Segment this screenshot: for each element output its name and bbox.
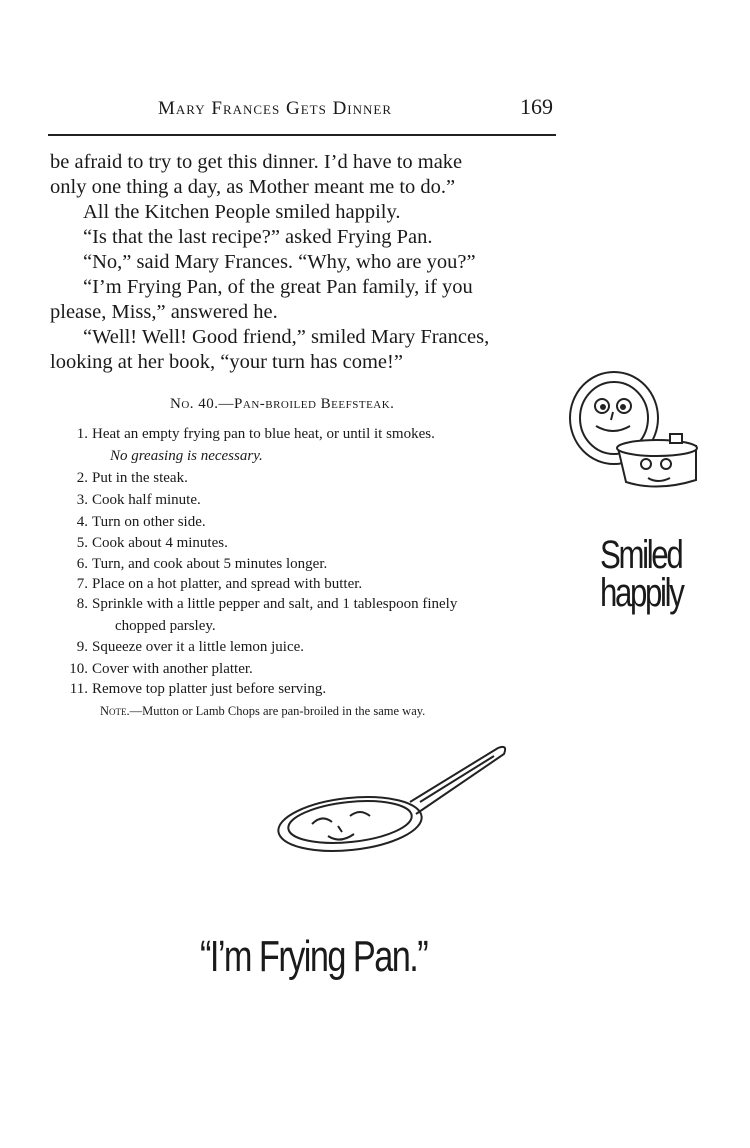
note-text: —Mutton or Lamb Chops are pan-broiled in the same way. — [129, 704, 426, 718]
step-number: 4. — [76, 514, 88, 530]
text-line: “No,” said Mary Frances. “Why, who are you?” — [83, 251, 476, 273]
caption-line: Smiled — [600, 533, 682, 577]
recipe-step — [60, 514, 206, 531]
text-line: please, Miss,” answered he. — [50, 301, 278, 323]
recipe-step — [60, 576, 362, 593]
recipe-step — [60, 492, 201, 509]
step-text: Heat an empty frying pan to blue heat, or until it smokes. — [92, 426, 435, 442]
recipe-title: No. 40.—Pan-broiled Beefsteak. — [170, 396, 395, 412]
caption-line: happily — [600, 571, 683, 615]
step-number: 9. — [76, 639, 88, 655]
step-number: 8. — [76, 596, 88, 612]
step-text: Remove top platter just before serving. — [92, 681, 327, 697]
header-rule — [48, 134, 556, 136]
recipe-step — [60, 535, 228, 552]
frying-pan-with-face-icon — [272, 740, 512, 860]
step-text: Cook about 4 minutes. — [92, 535, 228, 551]
recipe-note — [100, 704, 425, 719]
step-text: Squeeze over it a little lemon juice. — [92, 639, 305, 655]
step-text: Turn, and cook about 5 minutes longer. — [92, 556, 328, 572]
step-text: Turn on other side. — [92, 514, 206, 530]
step-number: 6. — [76, 556, 88, 572]
step-number: 1. — [76, 426, 88, 442]
frying-pan-caption: “I’m Frying Pan.” — [200, 932, 428, 981]
recipe-step — [60, 596, 457, 613]
step-text: Place on a hot platter, and spread with butter. — [92, 576, 363, 592]
step-text: Cover with another platter. — [92, 661, 253, 677]
recipe-step-subnote: No greasing is necessary. — [110, 448, 263, 464]
text-line: “Well! Well! Good friend,” smiled Mary Frances, — [83, 326, 490, 348]
step-text: Put in the steak. — [92, 470, 188, 486]
recipe-step — [60, 470, 188, 487]
recipe-step — [60, 661, 253, 678]
step-number: 10. — [69, 661, 88, 677]
recipe-step — [60, 426, 435, 443]
recipe-step — [60, 556, 327, 573]
text-line: be afraid to try to get this dinner. I’d have to make — [50, 151, 463, 173]
step-text: Sprinkle with a little pepper and salt, and 1 tablespoon finely — [92, 596, 458, 612]
text-line: “I’m Frying Pan, of the great Pan family, if you — [83, 276, 473, 298]
text-line: looking at her book, “your turn has come!” — [50, 351, 403, 373]
step-number: 5. — [76, 535, 88, 551]
step-number: 3. — [76, 492, 88, 508]
text-line: “Is that the last recipe?” asked Frying Pan. — [83, 226, 433, 248]
step-number: 7. — [76, 576, 88, 592]
step-number: 2. — [76, 470, 88, 486]
text-line: All the Kitchen People smiled happily. — [83, 201, 401, 223]
note-label: Note. — [100, 704, 130, 718]
running-header: Mary Frances Gets Dinner — [158, 98, 393, 119]
recipe-step — [60, 639, 304, 656]
step-text: Cook half minute. — [92, 492, 201, 508]
body-paragraph — [50, 150, 570, 375]
recipe-step — [60, 681, 326, 698]
recipe-step-continuation: chopped parsley. — [115, 618, 216, 634]
page-number: 169 — [520, 94, 553, 119]
text-line: only one thing a day, as Mother meant me to do.” — [50, 176, 456, 198]
smiled-happily-caption — [600, 533, 683, 615]
smiling-plate-and-saucepan-icon — [566, 368, 700, 502]
step-number: 11. — [69, 681, 88, 697]
